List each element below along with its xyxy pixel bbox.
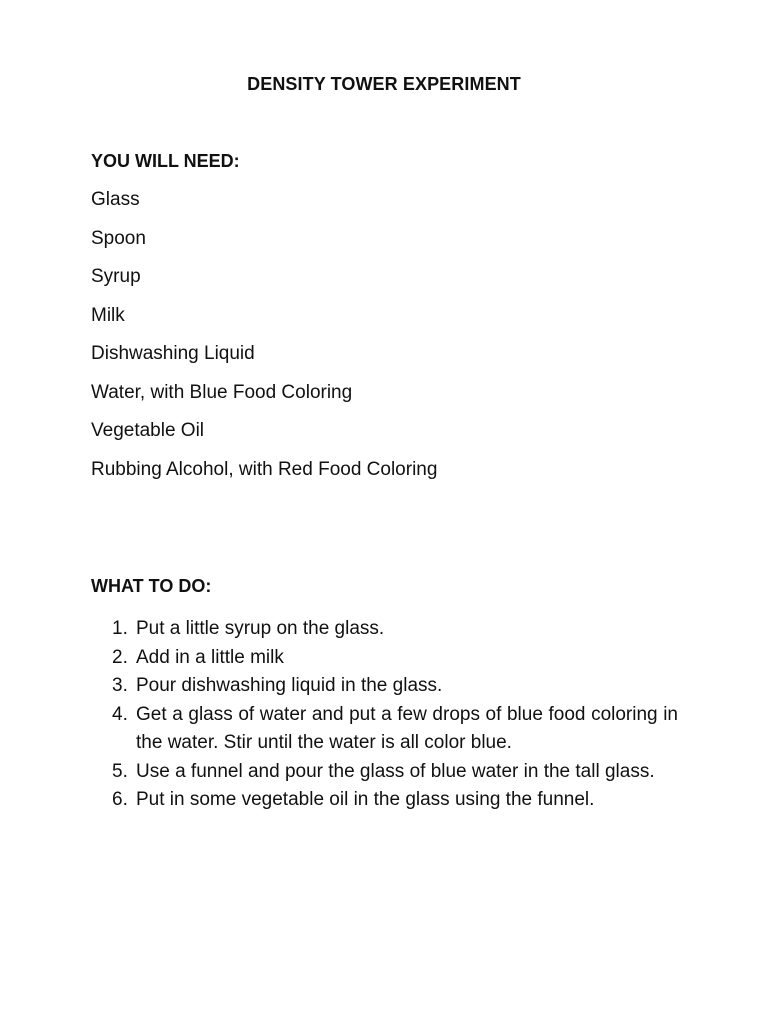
material-item: Glass	[91, 189, 140, 210]
material-item: Milk	[91, 304, 125, 326]
instructions-list	[91, 615, 678, 815]
step-text: Get a glass of water and put a few drops of blue food coloring in the water. Stir until the water is all color blue.	[136, 703, 678, 753]
step-number: 1.	[112, 618, 128, 639]
step-text: Put in some vegetable oil in the glass using the funnel.	[136, 789, 595, 810]
material-item: Water, with Blue Food Coloring	[91, 381, 353, 403]
materials-list	[91, 190, 437, 498]
material-item: Vegetable Oil	[91, 420, 205, 441]
material-item: Spoon	[91, 227, 146, 249]
step-text: Use a funnel and pour the glass of blue water in the tall glass.	[136, 760, 655, 782]
step-number: 3.	[112, 675, 128, 696]
instruction-step	[91, 758, 678, 787]
instruction-step	[91, 615, 678, 644]
instruction-step	[91, 786, 678, 815]
step-text: Put a little syrup on the glass.	[136, 618, 385, 639]
instruction-step	[91, 701, 678, 758]
instruction-step	[91, 644, 678, 673]
material-item: Dishwashing Liquid	[91, 343, 255, 364]
step-number: 2.	[112, 646, 128, 668]
instruction-step	[91, 672, 678, 701]
materials-heading: YOU WILL NEED:	[91, 151, 240, 171]
step-number: 5.	[112, 760, 128, 782]
step-text: Add in a little milk	[136, 646, 284, 668]
step-text: Pour dishwashing liquid in the glass.	[136, 675, 443, 696]
material-item: Rubbing Alcohol, with Red Food Coloring	[91, 458, 438, 480]
step-number: 4.	[112, 703, 128, 725]
step-number: 6.	[112, 789, 128, 810]
instructions-heading: WHAT TO DO:	[91, 576, 212, 596]
document-title: DENSITY TOWER EXPERIMENT	[247, 74, 521, 94]
material-item: Syrup	[91, 266, 141, 287]
